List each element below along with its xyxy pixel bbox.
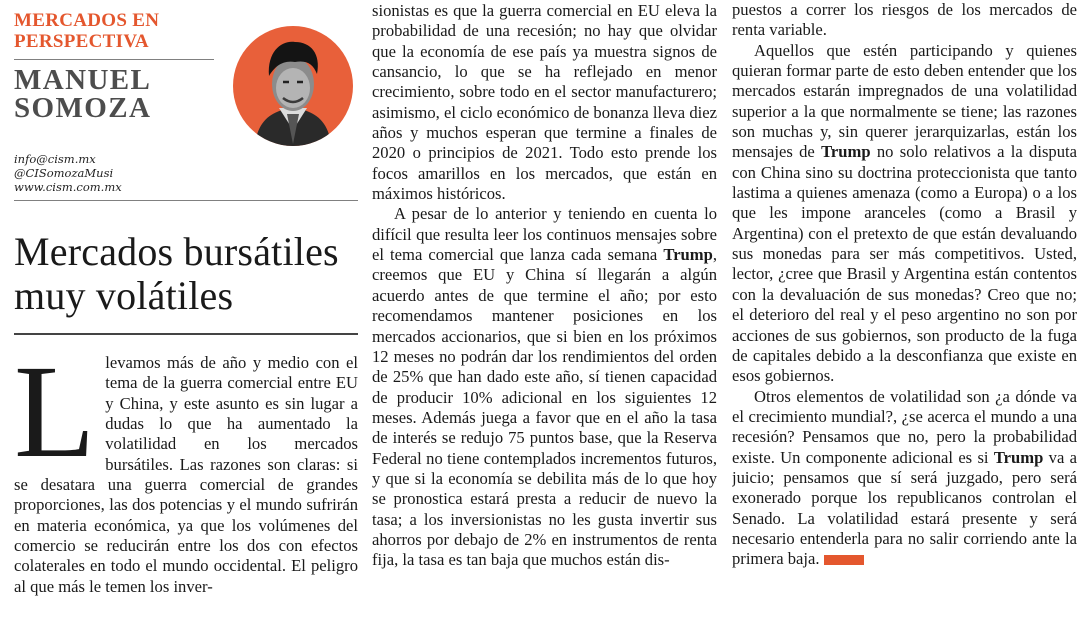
paragraph-4-text-b: va a juicio; pensamos que sí será juzgado, pero será exonerado porque los republicanos controlan el Senado. La volatilidad estará presente y será necesario entenderla para no salir corriendo ante la primera baja.	[732, 447, 1077, 569]
paragraph-1-continued	[372, 1, 717, 204]
paragraph-1	[14, 337, 358, 597]
paragraph-3	[732, 41, 1077, 387]
article-headline	[14, 230, 358, 318]
drop-cap: L	[14, 337, 96, 485]
contact-divider	[14, 200, 358, 201]
paragraph-1-text: levamos más de año y medio con el tema de la guerra comercial entre EU y China, y este asunto es sin lugar a dudas lo que ha aumentado la volatilidad en los mercados bursátiles. Las razones son claras: si se desatara una guerra comercial de grandes proporciones, las dos potencias y el mundo sufrirán en materia económica, ya que los volúmenes del comercio se reducirán entre los dos con efectos colaterales en todo el mundo occidental. El peligro al que más le temen los inver-	[14, 353, 358, 596]
paragraph-3-text-b: no solo relativos a la disputa con China sino su doctrina proteccionista que tanto lastima a quienes amenaza (como a Europa) o a los que les impone aranceles (como a Brasil y Argentina) con el pretexto de que están devaluando sus monedas para ser más competitivos. Usted, lector, ¿cree que Brasil y Argentina están contentos con la devaluación de sus monedas? Creo que no; el deterioro del real y el peso argentino no son por acciones de sus gobiernos, son producto de la fuga de capitales debido a la desconfianza que existe en esos gobiernos.	[732, 142, 1077, 386]
paragraph-2-tail	[732, 0, 1077, 41]
column-3	[732, 0, 1077, 634]
section-title-line-1: MERCADOS EN	[14, 10, 160, 31]
paragraph-2-text-b: , creemos que EU y China sí llegarán a algún acuerdo antes de que termine el año; por esto recomendamos mantener posiciones en los mercados accionarios, que si bien en los próximos 12 meses no podrán dar los rendimientos del orden de 25% que han dado este año, sí tienen capacidad de producir 10% adicional en los siguientes 12 meses. Además juega a favor que en el año la tasa de interés se redujo 75 puntos base, que la Reserva Federal no tiene contemplados incrementos futuros, y que si la economía se debilita más de lo que hoy se pronostica estará presta a reducir de nuevo la tasa; a los inversionistas no les gusta invertir sus ahorros por debajo de 2% en instrumentos de renta fija, la tasa es tan baja que muchos están dis-	[372, 245, 717, 570]
trump-name: Trump	[821, 142, 871, 162]
paragraph-1-tail: sionistas es que la guerra comercial en EU eleva la probabilidad de una recesión; no hay que olvidar que la economía de ese país ya muestra signos de cansancio, lo que se ha reflejado en menor crecimiento, sobre todo en el sector manufacturero; asimismo, el ciclo económico de bonanza lleva diez años y muchos esperan que termine a finales de 2020 o principios de 2021. Todo esto prende los focos amarillos en los mercados, que están en máximos históricos.	[372, 1, 717, 204]
column-2	[372, 0, 717, 634]
section-divider	[14, 59, 214, 60]
trump-name: Trump	[663, 245, 713, 265]
contact-twitter: @CISomozaMusi	[14, 166, 114, 180]
trump-name: Trump	[993, 447, 1044, 467]
author-first-name: MANUEL	[14, 64, 152, 96]
headline-line-2: muy volátiles	[14, 273, 234, 318]
end-mark	[824, 555, 864, 565]
article-body-col3	[732, 0, 1077, 570]
paragraph-2	[372, 204, 717, 570]
headline-line-1: Mercados bursátiles	[14, 229, 339, 274]
author-last-name: SOMOZA	[14, 92, 152, 124]
paragraph-4-text-a: Otros elementos de volatilidad son ¿a dónde va el crecimiento mundial?, ¿se acerca el mundo a una recesión? Pensamos que no, pero la probabilidad existe. Un componente adicional es si	[732, 386, 1077, 467]
paragraph-2-text-a: A pesar de lo anterior y teniendo en cuenta lo difícil que resulta leer los continuos mensajes sobre el tema comercial que lanza cada semana	[372, 204, 717, 265]
paragraph-3-text-a: Aquellos que estén participando y quienes quieran formar parte de esto deben entender que los mercados estarán impregnados de una volatilidad superior a la que normalmente se tiene; las razones son muchas y, sin querer jerarquizarlas, están los mensajes de	[732, 40, 1077, 162]
paragraph-2-tail-text: puestos a correr los riesgos de los mercados de renta variable.	[732, 0, 1077, 40]
headline-divider	[14, 333, 358, 335]
author-portrait-icon	[233, 26, 353, 146]
contact-info	[14, 152, 358, 194]
contact-website: www.cism.com.mx	[14, 180, 122, 194]
author-photo	[233, 26, 353, 146]
column-1	[14, 0, 358, 634]
paragraph-4	[732, 387, 1077, 570]
article-body-col1	[14, 337, 358, 597]
section-title-line-2: PERSPECTIVA	[14, 31, 149, 52]
article-body-col2	[372, 1, 717, 571]
contact-email: info@cism.mx	[14, 152, 96, 166]
